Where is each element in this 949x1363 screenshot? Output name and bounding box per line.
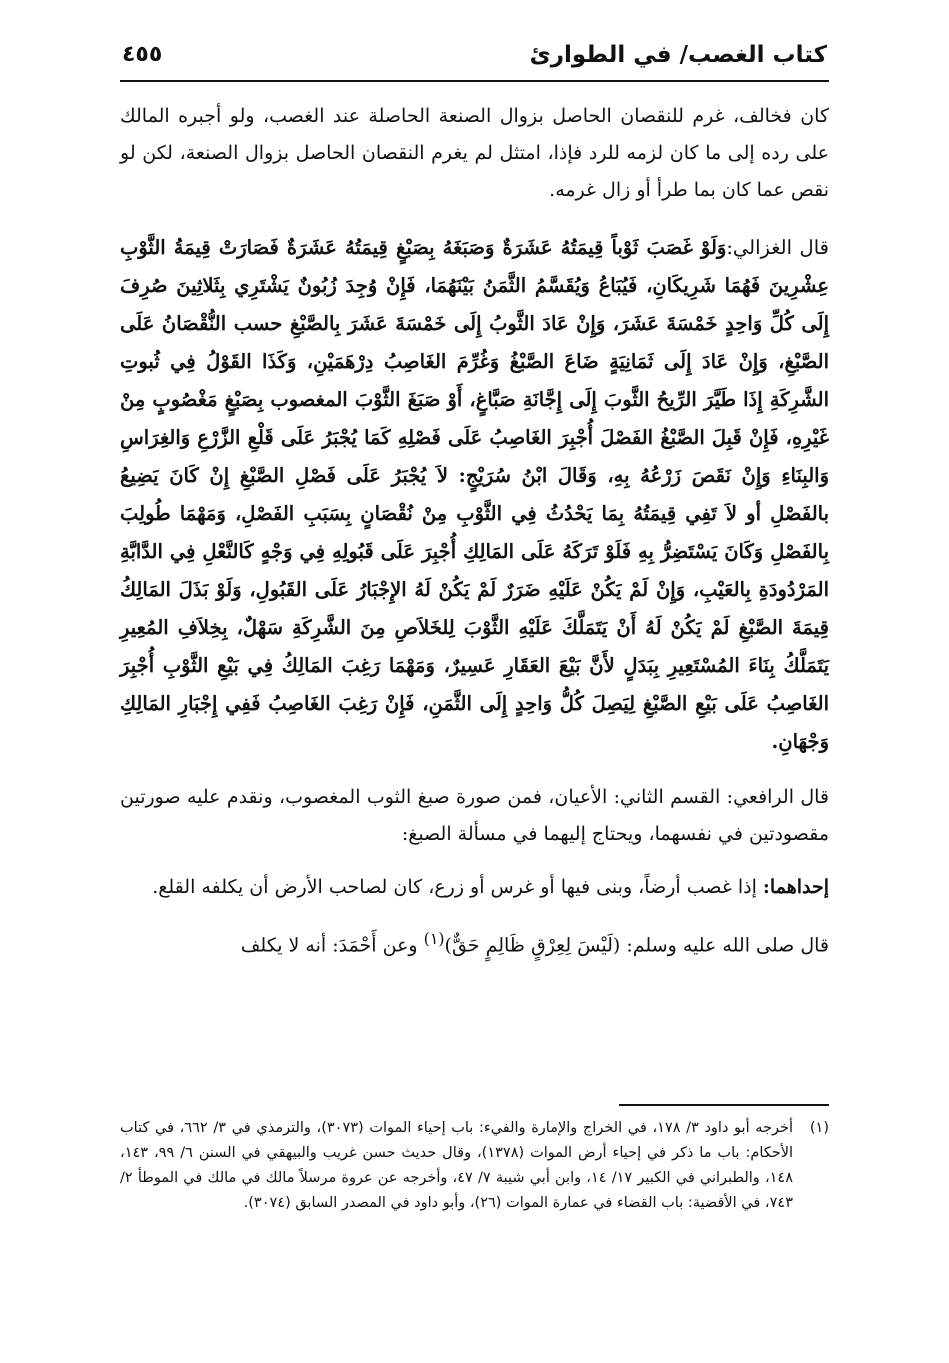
- footnote-divider: [619, 1104, 829, 1106]
- footnotes-section: [120, 1104, 829, 1216]
- page-number: ٤٥٥: [122, 42, 163, 67]
- footnote-marker: (١): [809, 1120, 829, 1136]
- ghazali-quote: [120, 229, 829, 761]
- footnote-item: [120, 1116, 829, 1216]
- footnote-text: أخرجه أبو داود ٣/ ١٧٨، في الخراج والإمارة والفيء: باب إحياء الموات (٣٠٧٣)، والترمذي في ٣/ ٦٦٢، في كتاب الأحكام: باب ما ذكر في إحياء أرض الموات (١٣٧٨)، وقال حديث حسن غريب والبيهقي في السنن ٦/ ٩٩، ١٤٣، ١٤٨، والطبراني في الكبير ١٧/ ١٤، وابن أبي شيبة ٧/ ٤٧، وأخرجه عن عروة مرسلاً مالك في مالك في الموطأ ٢/ ٧٤٣، في الأقضية: باب القضاء في عمارة الموات (٢٦)، وأبو داود في المصدر السابق (٣٠٧٤).: [120, 1120, 794, 1211]
- ghazali-text: وَلَوْ غَصَبَ ثَوْباً قِيمَتُهُ عَشَرَةٌ وَصَبَغَهُ بِصَبْغٍ قِيمَتُهُ عَشَرَةٌ فَصَارَتْ قِيمَةُ الثَّوْبِ عِشْرِينَ فَهُمَا شَرِيكَانِ، فَيُبَاعُ وَيُقَسَّمُ الثَّمَنُ بَيْنَهُمَا، فَإِنْ وُجِدَ زُبُونٌ يَشْتَرِي بِثَلاثِينَ صُرِفَ إِلَى كُلِّ وَاحِدٍ خَمْسَةَ عَشَرَ، وَإِنْ عَادَ الثَّوبُ إِلَى خَمْسَةَ عَشَرَ بِالصَّبْغِ حسب النُّقْصَانُ عَلَى الصَّبْغِ، وَإِنْ عَادَ إِلَى ثَمَانِيَةٍ ضَاعَ الصَّبْغُ وَغُرِّمَ الغَاصِبُ دِرْهَمَيْنِ، وَكَذَا القَوْلُ فِي ثُبوتِ الشَّرِكَةِ إِذَا طَيَّرَ الرِّيحُ الثَّوبَ إِلَى إِجَّانَةِ صَبَّاغٍ، أَوْ صَبَغَ الثَّوْبَ المغصوب بِصَبْغٍ مَغْصُوبٍ مِنْ غَيْرِهِ، فَإِنْ قَبِلَ الصَّبْغُ الفَصْلَ أُجْبِرَ الغَاصِبُ عَلَى فَصْلِهِ كَمَا يُجْبَرُ عَلَى قَلْعِ الزَّرْعِ وَالغِرَاسِ وَالبِنَاءِ وَإِنْ نَقَصَ زَرْعُهُ بِهِ، وَقَالَ ابْنُ سُرَيْجٍ: لاَ يُجْبَرُ عَلَى فَصْلِ الصَّبْغِ إِنْ كَانَ يَضِيعُ بالفَصْلِ أو لاَ تَفِي قِيمَتُهُ بِمَا يَحْدُثُ فِي الثَّوْبِ مِنْ نُقْصَانٍ بِسَبَبِ الفَصْلِ، وَمَهْمَا طُولِبَ بِالفَصْلِ وَكَانَ يَسْتَضِرُّ بِهِ فَلَوْ تَرَكَهُ عَلَى المَالِكِ أُجْبِرَ عَلَى قَبُولِهِ فِي وَجْهٍ كَالنَّعْلِ فِي الدَّابَّةِ المَرْدُودَةِ بِالعَيْبِ، وَإِنْ لَمْ يَكُنْ عَلَيْهِ ضَرَرٌ لَمْ يَكُنْ لَهُ الإِجْبَارُ عَلَى القَبُولِ، وَلَوْ بَذَلَ المَالِكُ قِيمَةَ الصَّبْغِ لَمْ يَكُنْ لَهُ أَنْ يَتَمَلَّكَ عَلَيْهِ الثَّوْبَ لِلخَلاَصِ مِنَ الشَّرِكَةِ سَهْلٌ، بِخِلاَفِ المُعِيرِ يَتَمَلَّكُ بِنَاءَ المُسْتَعِيرِ بِبَدَلٍ لأَنَّ بَيْعَ العَقَارِ عَسِيرٌ، وَمَهْمَا رَغِبَ المَالِكُ فِي بَيْعِ الثَّوْبِ أُجْبِرَ الغَاصِبُ عَلَى بَيْعِ الصَّبْغِ لِيَصِلَ كُلُّ وَاحِدٍ إِلَى الثَّمَنِ، فَإِنْ رَغِبَ الغَاصِبُ فَفِي إِجْبَارِ المَالِكِ وَجْهَانِ.: [120, 236, 829, 753]
- hadith-paragraph: [120, 920, 829, 964]
- running-header: [120, 40, 829, 82]
- first-case-lead: إحداهما:: [762, 876, 829, 898]
- first-case-paragraph: [120, 869, 829, 906]
- rafii-commentary: قال الرافعي: القسم الثاني: الأعيان، فمن صورة صبغ الثوب المغصوب، ونقدم عليه صورتين مقصودتين في نفسهما، ويحتاج إليهما في مسألة الصبغ:: [120, 786, 829, 845]
- first-case-text: إذا غصب أرضاً، وبنى فيها أو غرس أو زرع، كان لصاحب الأرض أن يكلفه القلع.: [152, 876, 757, 898]
- chapter-title: كتاب الغصب/ في الطوارئ: [529, 42, 827, 68]
- ghazali-lead: قال الغزالي:: [726, 236, 829, 259]
- paragraph-continuation: كان فخالف، غرم للنقصان الحاصل بزوال الصنعة الحاصلة عند الغصب، ولو أجبره المالك على رده إلى ما كان لزمه للرد فإذا، امتثل لم يغرم النقصان الحاصل بزوال الصنعة، لكن لو نقص عما كان بما طرأ أو زال غرمه.: [120, 105, 829, 201]
- hadith-text: قال صلى الله عليه وسلم: (لَيْسَ لِعِرْقٍ ظَالِمٍ حَقٌّ): [444, 934, 829, 957]
- hadith-continuation: وعن أَحْمَدَ: أنه لا يكلف: [240, 934, 424, 957]
- footnote-reference: (١): [423, 929, 445, 948]
